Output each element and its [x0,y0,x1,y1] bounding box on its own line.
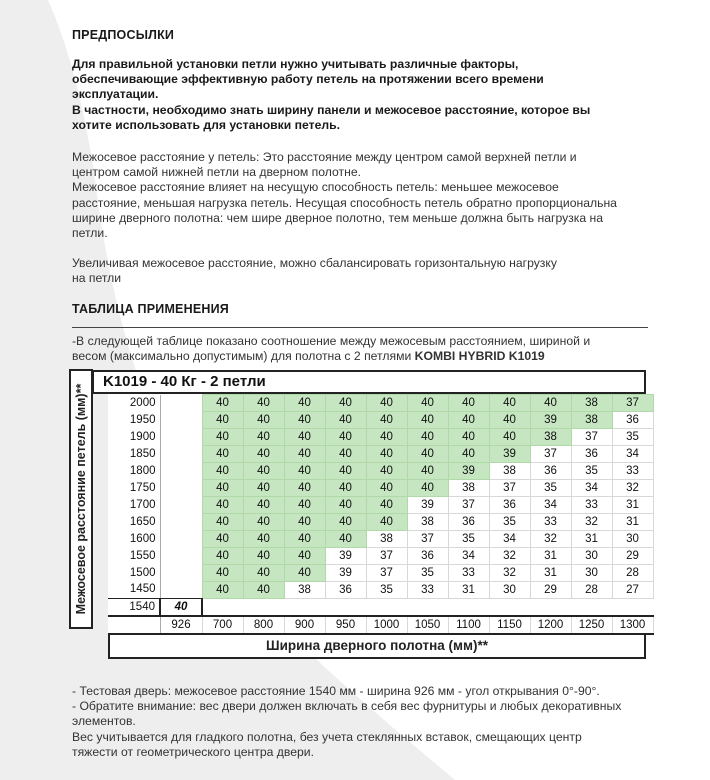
bold-line: обеспечивающие эффективную работу петель на протяжении всего времени [72,72,544,87]
value-cell: 38 [571,395,612,412]
cell-empty [160,446,202,463]
table-intro [72,334,652,364]
value-cell: 40 [284,412,325,429]
value-cell: 40 [284,565,325,582]
value-cell: 40 [284,531,325,548]
value-cell: 37 [366,548,407,565]
para-line: центром самой нижней петли на дверном полотне. [72,165,361,180]
value-cell: 30 [571,548,612,565]
value-cell: 40 [366,395,407,412]
value-cell: 35 [407,565,448,582]
value-cell: 40 [284,429,325,446]
test-value-cell: 40 [160,599,202,617]
column-header-1100: 1100 [448,616,489,634]
value-cell: 36 [407,548,448,565]
value-cell: 40 [284,497,325,514]
cell-empty [489,599,530,617]
value-cell: 34 [489,531,530,548]
value-cell: 33 [612,463,653,480]
value-cell: 40 [202,395,243,412]
value-cell: 33 [448,565,489,582]
value-cell: 40 [407,395,448,412]
column-header-926: 926 [160,616,202,634]
cell-empty [612,599,653,617]
column-header-1200: 1200 [530,616,571,634]
cell-empty [160,480,202,497]
table-row [108,531,653,548]
row-header-test: 1540 [108,599,160,617]
value-cell: 40 [448,446,489,463]
value-cell: 40 [284,548,325,565]
value-cell: 40 [243,463,284,480]
value-cell: 40 [407,429,448,446]
value-cell: 37 [448,497,489,514]
value-cell: 36 [489,497,530,514]
column-header-950: 950 [325,616,366,634]
table-row [108,463,653,480]
row-header-2000: 2000 [108,395,160,412]
value-cell: 38 [530,429,571,446]
value-cell: 30 [571,565,612,582]
row-header-1450: 1450 [108,582,160,599]
value-cell: 40 [202,582,243,599]
column-header-1000: 1000 [366,616,407,634]
table-row-test [108,599,653,617]
value-cell: 37 [571,429,612,446]
cell-empty [202,599,243,617]
value-cell: 40 [202,548,243,565]
row-header-1900: 1900 [108,429,160,446]
cell-empty [571,599,612,617]
value-cell: 40 [243,480,284,497]
value-cell: 40 [202,497,243,514]
prerequisites-paragraph-2 [72,256,652,286]
cell-empty [448,599,489,617]
column-header-700: 700 [202,616,243,634]
value-cell: 40 [325,497,366,514]
row-header-1950: 1950 [108,412,160,429]
note-line: - Тестовая дверь: межосевое расстояние 1540 мм - ширина 926 мм - угол открывания 0°-90°. [72,684,600,698]
value-cell: 40 [243,514,284,531]
value-cell: 34 [612,446,653,463]
note-line: Вес учитывается для гладкого полотна, без учета стеклянных вставок, смещающих центр [72,729,582,744]
value-cell: 35 [448,531,489,548]
table-row [108,582,653,599]
table-title: K1019 - 40 Кг - 2 петли [92,370,646,394]
value-cell: 31 [571,531,612,548]
value-cell: 40 [366,446,407,463]
heading-prerequisites: ПРЕДПОСЫЛКИ [72,28,175,42]
cell-empty [160,548,202,565]
value-cell: 29 [612,548,653,565]
para-line: петли. [72,226,108,241]
value-cell: 27 [612,582,653,599]
value-cell: 36 [571,446,612,463]
value-cell: 40 [243,395,284,412]
value-cell: 31 [530,565,571,582]
value-cell: 40 [202,412,243,429]
column-header-1150: 1150 [489,616,530,634]
row-header-1800: 1800 [108,463,160,480]
value-cell: 36 [325,582,366,599]
value-cell: 29 [530,582,571,599]
table-row [108,446,653,463]
value-cell: 33 [530,514,571,531]
value-cell: 38 [571,412,612,429]
value-cell: 34 [571,480,612,497]
value-cell: 40 [325,480,366,497]
value-cell: 40 [366,514,407,531]
value-cell: 37 [530,446,571,463]
column-header-800: 800 [243,616,284,634]
table-row [108,565,653,582]
value-cell: 36 [612,412,653,429]
corner-cell [108,616,160,634]
intro-line: -В следующей таблице показано соотношение между межосевым расстоянием, шириной и [72,334,591,348]
note-line: элементов. [72,714,136,729]
value-cell: 40 [202,531,243,548]
value-cell: 40 [202,463,243,480]
intro-line [72,349,652,364]
value-cell: 40 [407,446,448,463]
cell-empty [325,599,366,617]
value-cell: 35 [530,480,571,497]
cell-empty [160,395,202,412]
bold-line: хотите использовать для установки петель. [72,117,340,132]
value-cell: 30 [612,531,653,548]
value-cell: 32 [612,480,653,497]
value-cell: 40 [325,531,366,548]
y-axis-label-box [69,369,93,629]
value-cell: 40 [202,446,243,463]
table-row [108,514,653,531]
prerequisites-bold-text [72,57,652,133]
value-cell: 39 [325,548,366,565]
para-line: Межосевое расстояние влияет на несущую способность петель: меньшее межосевое [72,180,559,195]
value-cell: 40 [243,531,284,548]
value-cell: 36 [448,514,489,531]
column-header-900: 900 [284,616,325,634]
value-cell: 40 [243,582,284,599]
value-cell: 28 [571,582,612,599]
cell-empty [160,565,202,582]
cell-empty [160,497,202,514]
cell-empty [160,582,202,599]
value-cell: 37 [489,480,530,497]
bold-line: Для правильной установки петли нужно учитывать различные факторы, [72,57,519,71]
value-cell: 40 [284,395,325,412]
cell-empty [160,463,202,480]
value-cell: 35 [612,429,653,446]
prerequisites-paragraph-1 [72,150,652,241]
value-cell: 31 [448,582,489,599]
value-cell: 30 [489,582,530,599]
value-cell: 40 [243,412,284,429]
value-cell: 33 [571,497,612,514]
value-cell: 40 [325,514,366,531]
value-cell: 40 [530,395,571,412]
value-cell: 35 [489,514,530,531]
section-divider [72,327,648,328]
cell-empty [243,599,284,617]
value-cell: 38 [407,514,448,531]
value-cell: 40 [243,429,284,446]
row-header-1700: 1700 [108,497,160,514]
value-cell: 40 [243,565,284,582]
value-cell: 40 [489,429,530,446]
value-cell: 40 [202,480,243,497]
table-row [108,395,653,412]
value-cell: 36 [530,463,571,480]
value-cell: 40 [366,429,407,446]
intro-text: весом (максимально допустимым) для полотна с 2 петлями [72,349,415,364]
value-cell: 32 [530,531,571,548]
value-cell: 40 [366,412,407,429]
value-cell: 40 [448,412,489,429]
value-cell: 39 [448,463,489,480]
bold-line: В частности, необходимо знать ширину панели и межосевое расстояние, которое вы [72,102,591,117]
value-cell: 40 [202,429,243,446]
value-cell: 40 [325,463,366,480]
value-cell: 35 [366,582,407,599]
value-cell: 33 [407,582,448,599]
column-header-1300: 1300 [612,616,653,634]
value-cell: 34 [530,497,571,514]
value-cell: 34 [448,548,489,565]
row-header-1550: 1550 [108,548,160,565]
value-cell: 40 [284,514,325,531]
table-row [108,429,653,446]
value-cell: 40 [202,565,243,582]
value-cell: 37 [407,531,448,548]
value-cell: 38 [489,463,530,480]
value-cell: 40 [243,446,284,463]
value-cell: 37 [366,565,407,582]
value-cell: 39 [489,446,530,463]
value-cell: 32 [489,548,530,565]
cell-empty [284,599,325,617]
column-header-1050: 1050 [407,616,448,634]
x-axis-label: Ширина дверного полотна (мм)** [108,633,646,659]
para-line: на петли [72,271,122,286]
value-cell: 40 [202,514,243,531]
value-cell: 40 [243,497,284,514]
value-cell: 40 [407,463,448,480]
value-cell: 40 [325,429,366,446]
value-cell: 40 [366,480,407,497]
value-cell: 40 [284,446,325,463]
value-cell: 32 [489,565,530,582]
para-line: расстояние, меньшая нагрузка петель. Несущая способность петель обратно пропорциональна [72,195,617,210]
para-line: Увеличивая межосевое расстояние, можно сбалансировать горизонтальную нагрузку [72,256,557,270]
value-cell: 40 [407,480,448,497]
value-cell: 40 [489,395,530,412]
value-cell: 40 [284,480,325,497]
row-header-1850: 1850 [108,446,160,463]
cell-empty [366,599,407,617]
value-cell: 40 [325,395,366,412]
row-header-1750: 1750 [108,480,160,497]
row-header-1600: 1600 [108,531,160,548]
row-header-1650: 1650 [108,514,160,531]
value-cell: 37 [612,395,653,412]
table-row [108,548,653,565]
value-cell: 40 [366,463,407,480]
table-row [108,412,653,429]
value-cell: 32 [571,514,612,531]
bold-line: эксплуатации. [72,87,159,102]
table-row [108,497,653,514]
note-line: - Обратите внимание: вес двери должен включать в себя вес фурнитуры и любых декоративных [72,699,622,714]
value-cell: 39 [407,497,448,514]
value-cell: 40 [448,395,489,412]
product-name: KOMBI HYBRID K1019 [414,349,545,364]
para-line: Межосевое расстояние у петель: Это расстояние между центром самой верхней петли и [72,150,577,164]
value-cell: 40 [366,497,407,514]
note-line: тяжести от геометрического центра двери. [72,744,314,759]
value-cell: 31 [530,548,571,565]
value-cell: 40 [284,463,325,480]
value-cell: 40 [448,429,489,446]
value-cell: 31 [612,514,653,531]
value-cell: 40 [407,412,448,429]
application-table [108,394,654,635]
value-cell: 39 [530,412,571,429]
value-cell: 38 [366,531,407,548]
notes [72,684,672,760]
value-cell: 40 [325,412,366,429]
para-line: ширине дверного полотна: чем шире дверное полотно, тем меньше должна быть нагрузка на [72,210,604,225]
value-cell: 40 [325,446,366,463]
value-cell: 40 [489,412,530,429]
table-row [108,480,653,497]
y-axis-label: Межосевое расстояние петель (мм)** [74,383,88,615]
cell-empty [160,514,202,531]
column-header-row [108,616,653,634]
row-header-1500: 1500 [108,565,160,582]
cell-empty [160,429,202,446]
cell-empty [160,412,202,429]
value-cell: 38 [284,582,325,599]
value-cell: 31 [612,497,653,514]
cell-empty [160,531,202,548]
cell-empty [407,599,448,617]
cell-empty [530,599,571,617]
column-header-1250: 1250 [571,616,612,634]
value-cell: 28 [612,565,653,582]
value-cell: 39 [325,565,366,582]
value-cell: 40 [243,548,284,565]
value-cell: 38 [448,480,489,497]
heading-application-table: ТАБЛИЦА ПРИМЕНЕНИЯ [72,302,229,316]
value-cell: 35 [571,463,612,480]
